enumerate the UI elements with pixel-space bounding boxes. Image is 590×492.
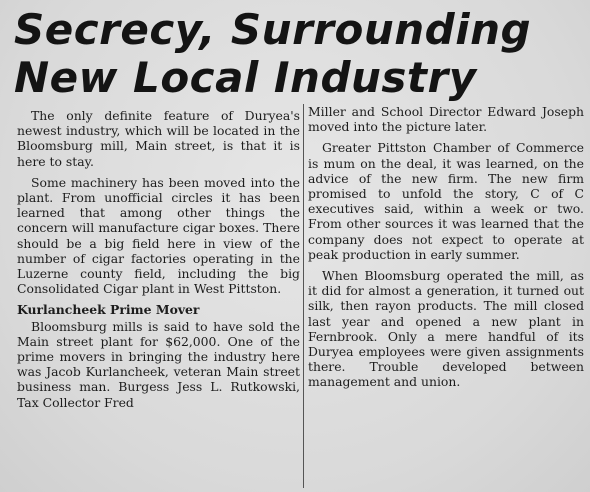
paragraph-continued: Miller and School Director Edward Joseph moved into the picture later.: [308, 104, 584, 135]
headline-line-2: New Local Industry: [14, 53, 477, 102]
right-column: [308, 104, 584, 396]
paragraph: Greater Pittston Chamber of Commerce is mum on the deal, it was learned, on the advice of the new firm. The new firm promised to unfold the story, C of C executives said, within a week or two. From other sources it was learned that the company does not expect to operate at peak production in early summer.: [308, 140, 584, 262]
subheading: Kurlancheek Prime Mover: [17, 302, 200, 318]
headline: [14, 6, 580, 102]
left-column: [17, 108, 300, 416]
paragraph: When Bloomsburg operated the mill, as it did for almost a generation, it turned out silk, then rayon products. The mill closed last year and opened a new plant in Fernbrook. Only a mere handful of its Duryea employees were given assignments there. Trouble developed between management and union.: [308, 268, 584, 390]
column-divider: [303, 104, 304, 488]
paragraph: Bloomsburg mills is said to have sold the Main street plant for $62,000. One of the prime movers in bringing the industry here was Jacob Kurlancheek, veteran Main street business man. Burgess Jess L. Rutkowski, Tax Collector Fred: [17, 318, 300, 410]
headline-line-1: Secrecy, Surrounding: [14, 5, 532, 54]
paragraph: Some machinery has been moved into the plant. From unofficial circles it has been learned that among other things the concern will manufacture cigar boxes. There should be a big field here in view of the number of cigar factories operating in the Luzerne county field, including the big Consolidated Cigar plant in West Pittston.: [17, 174, 300, 297]
paragraph: The only definite feature of Duryea's newest industry, which will be located in the Bloomsburg mill, Main street, is that it is here to stay.: [17, 108, 300, 169]
